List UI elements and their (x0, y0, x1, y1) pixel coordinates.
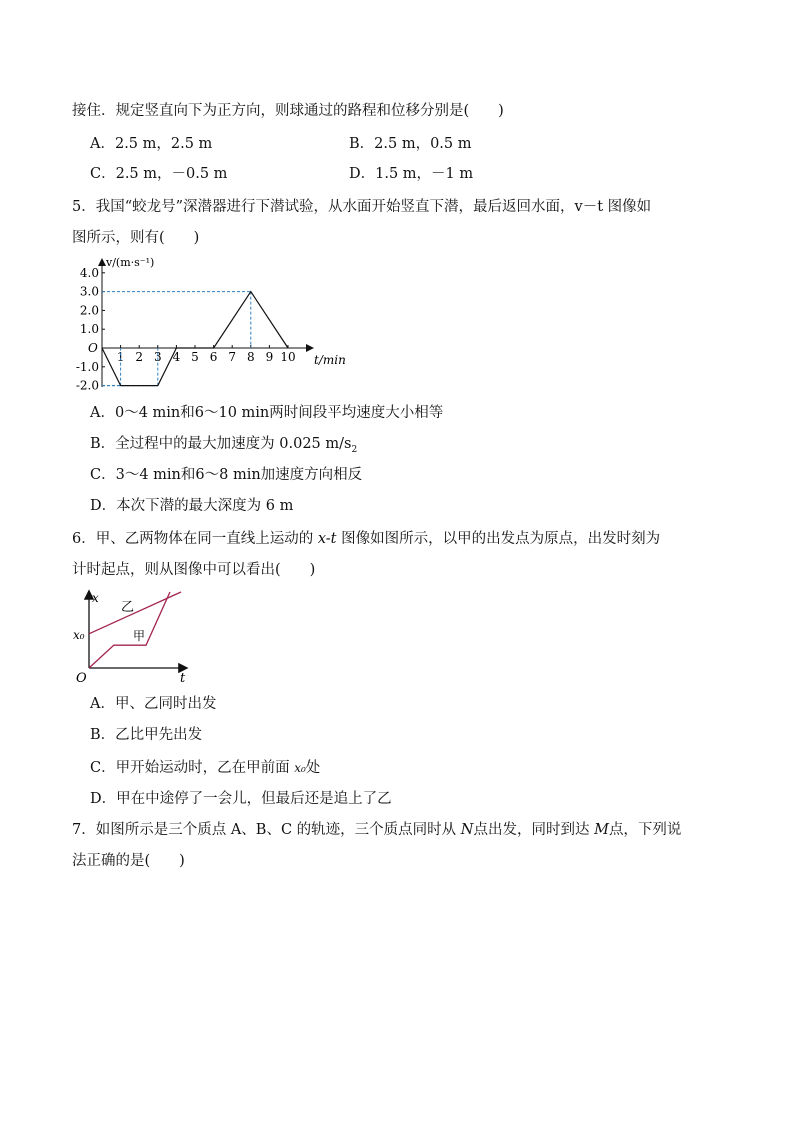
xt-origin-label: O (76, 671, 87, 684)
q6-option-a: A．甲、乙同时出发 (90, 696, 217, 712)
vt-y-tick-label: 4.0 (79, 265, 99, 280)
q6-option-c-prefix: C．甲开始运动时，乙在甲前面 (90, 760, 295, 776)
q7-stem-prefix: 7．如图所示是三个质点 A、B、C 的轨迹，三个质点同时从 (72, 822, 461, 838)
q4-option-d: D．1.5 m，－1 m (349, 166, 474, 182)
xt-series-yi-label: 乙 (121, 600, 135, 615)
vt-y-tick-label: -1.0 (75, 359, 99, 374)
q7-stem-var-n: N (460, 822, 474, 838)
q6-stem-line1 (72, 529, 660, 549)
vt-x-tick-label: 10 (280, 350, 296, 364)
q7-stem-line1 (72, 820, 681, 840)
vt-y-tick-label: 2.0 (79, 303, 99, 318)
q7-stem-suffix: 点，下列说 (608, 822, 682, 838)
q6-option-c (90, 758, 320, 778)
q5-option-b-text: B．全过程中的最大加速度为 0.025 m/s (90, 436, 352, 452)
vt-x-tick-label: 7 (228, 350, 237, 364)
q5-option-b (90, 434, 357, 460)
q6-option-c-suffix: 处 (305, 760, 321, 776)
vt-graph (72, 252, 362, 394)
q6-option-d: D．甲在中途停了一会儿，但最后还是追上了乙 (90, 791, 392, 807)
q7-stem-line2: 法正确的是( ) (72, 853, 185, 869)
vt-y-tick-label: 1.0 (79, 322, 99, 337)
q4-option-a: A．2.5 m，2.5 m (90, 136, 213, 152)
q4-option-c: C．2.5 m，－0.5 m (90, 166, 228, 182)
vt-y-tick-label: 3.0 (79, 284, 99, 299)
xt-y-label: x (92, 591, 99, 605)
q5-option-c: C．3～4 min和6～8 min加速度方向相反 (90, 467, 363, 483)
q5-option-b-sub: 2 (351, 444, 358, 455)
q5-stem-line2: 图所示，则有( ) (72, 230, 200, 246)
q5-stem-line1: 5．我国“蛟龙号”深潜器进行下潜试验，从水面开始竖直下潜，最后返回水面，v－t 图像如 (72, 199, 652, 215)
q6-option-b: B．乙比甲先出发 (90, 727, 203, 743)
xt-x-label: t (180, 671, 186, 684)
q7-stem-mid: 点出发，同时到达 (473, 822, 595, 838)
q6-option-c-var: x₀ (294, 761, 306, 775)
vt-y-label: v/(m·s⁻¹) (106, 256, 155, 269)
vt-x-tick-label: 9 (265, 350, 274, 364)
q7-stem-var-m: M (594, 822, 609, 838)
q4-option-b: B．2.5 m，0.5 m (349, 136, 472, 152)
vt-x-tick-label: 1 (116, 350, 125, 364)
q4-stem-tail: 接住．规定竖直向下为正方向，则球通过的路程和位移分别是( ) (72, 103, 504, 119)
vt-series-line (102, 292, 288, 386)
vt-x-label: t/min (314, 353, 346, 367)
vt-x-tick-label: 2 (135, 350, 144, 364)
q6-stem-prefix: 6．甲、乙两物体在同一直线上运动的 (72, 531, 318, 547)
q5-option-d: D．本次下潜的最大深度为 6 m (90, 498, 294, 514)
vt-y-tick-label: -2.0 (75, 378, 99, 393)
vt-x-tick-label: 3 (153, 350, 162, 364)
xt-x0-label: x₀ (73, 627, 85, 642)
vt-x-tick-label: 4 (172, 350, 181, 364)
vt-x-tick-label: 5 (191, 350, 199, 364)
q6-stem-line2: 计时起点，则从图像中可以看出( ) (72, 562, 316, 578)
xt-graph (72, 588, 202, 684)
q6-stem-suffix: 图像如图所示，以甲的出发点为原点，出发时刻为 (336, 531, 661, 547)
vt-x-tick-label: 6 (209, 350, 218, 364)
q5-option-a: A．0～4 min和6～10 min两时间段平均速度大小相等 (90, 405, 444, 421)
vt-origin-label: O (88, 341, 98, 355)
q6-stem-var: x-t (317, 531, 337, 547)
xt-series-jia-label: 甲 (133, 629, 146, 643)
vt-x-tick-label: 8 (246, 350, 255, 364)
